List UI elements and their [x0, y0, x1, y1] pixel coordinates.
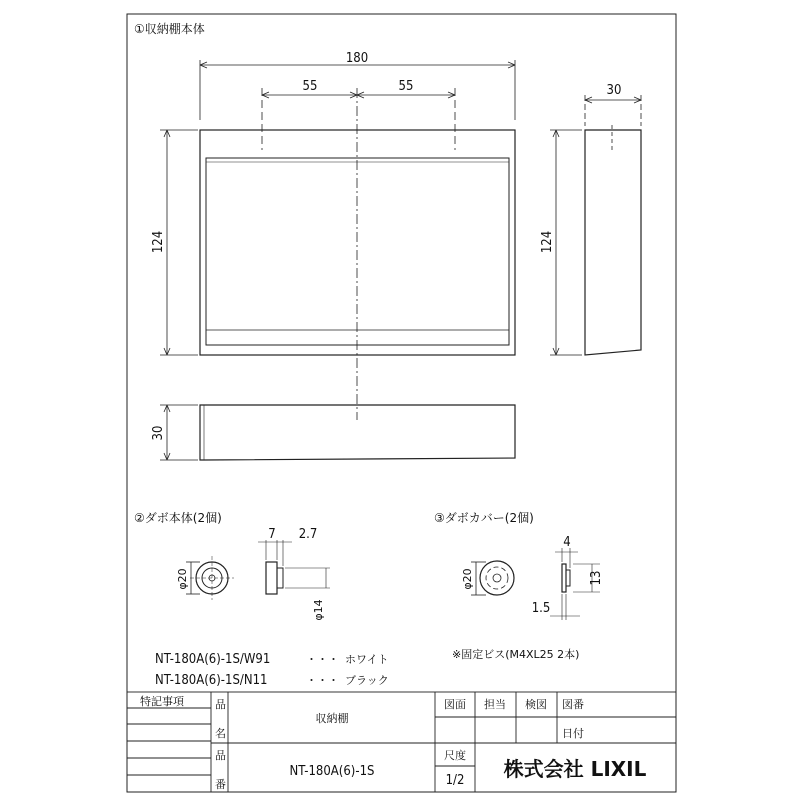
dabo-7-label: 7 [268, 527, 276, 542]
shakudo-label: 尺度 [444, 749, 466, 762]
product-name: 収納棚 [315, 712, 349, 725]
hin-label: 品 [215, 749, 226, 762]
side-view [585, 130, 641, 355]
company-logo: 株式会社 LIXIL [503, 757, 647, 781]
dabo-side-view [258, 540, 330, 594]
cover-view-label: ③ダボカバー(2個) [434, 511, 534, 525]
main-view-label: ①収納棚本体 [134, 22, 205, 36]
model-code: NT-180A(6)-1S/W91 [155, 652, 271, 667]
zumen-label: 図面 [444, 698, 466, 711]
dabo-view-label: ②ダボ本体(2個) [134, 511, 222, 525]
bottom-view [200, 405, 515, 460]
width-180-label: 180 [345, 51, 369, 66]
pitch-dimension [262, 88, 455, 420]
hizuke-label: 日付 [562, 727, 584, 740]
cover-4-label: 4 [563, 535, 571, 550]
product-code: NT-180A(6)-1S [289, 764, 375, 779]
width-dimension [200, 60, 515, 120]
pitch-left-label: 55 [302, 79, 318, 94]
cover-diameter-label: φ20 [461, 568, 474, 590]
model-color: ブラック [345, 674, 389, 687]
bottom-depth-label: 30 [151, 425, 166, 441]
pitch-right-label: 55 [398, 79, 414, 94]
tanto-label: 担当 [484, 698, 506, 711]
side-depth-dimension [585, 95, 641, 150]
front-view [200, 130, 515, 355]
cover-13-label: 13 [589, 570, 604, 586]
hin-label: 品 [215, 698, 226, 711]
side-depth-label: 30 [606, 83, 622, 98]
side-height-label: 124 [540, 230, 555, 254]
dabo-diameter-label: φ20 [176, 568, 189, 590]
model-color: ホワイト [345, 653, 389, 666]
model-dots: ・・・ [306, 653, 339, 666]
cover-15-label: 1.5 [531, 601, 551, 616]
screw-note: ※固定ビス(M4XL25 2本) [452, 648, 580, 661]
mei-label: 名 [215, 727, 226, 740]
front-height-label: 124 [151, 230, 166, 254]
model-code: NT-180A(6)-1S/N11 [155, 673, 268, 688]
cover-front-view [471, 561, 514, 595]
model-dots: ・・・ [306, 674, 339, 687]
dabo-d14-label: φ14 [312, 599, 325, 621]
dabo-front-view [186, 556, 234, 600]
zuban-label: 図番 [562, 698, 584, 711]
dabo-27-label: 2.7 [298, 527, 318, 542]
tokki-label: 特記事項 [140, 695, 184, 708]
model-list [155, 652, 389, 688]
ban-label: 番 [215, 778, 226, 791]
kenzu-label: 検図 [525, 698, 547, 711]
scale-value: 1/2 [445, 773, 465, 788]
